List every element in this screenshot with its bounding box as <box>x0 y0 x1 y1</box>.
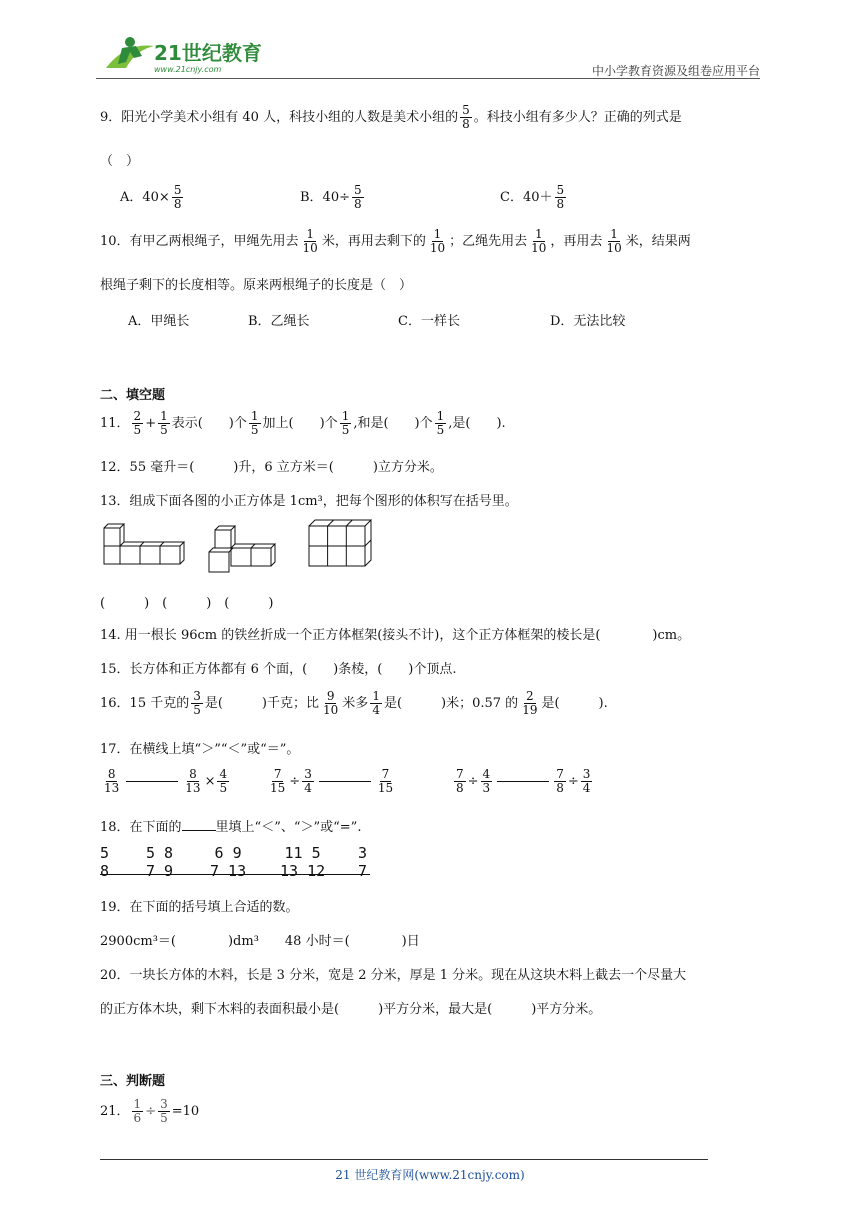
q17-group-2: $\frac{7}{15}$ ÷ $\frac{3}{4}$ $\frac{7}{15}$ <box>270 767 394 795</box>
q17-stem: 17．在横线上填“＞”“＜”或“＝”。 <box>100 742 300 757</box>
q9-paren: （ ） <box>100 154 140 169</box>
q9-option-a: A．40× $\frac{5}{8}$ <box>120 183 182 211</box>
q14: 14. 用一根长 96cm 的铁丝折成一个正方体框架(接头不计)，这个正方体框架的棱长是( )cm。 <box>100 628 691 643</box>
q15: 15．长方体和正方体都有 6 个面，( )条棱，( )个顶点. <box>100 662 457 677</box>
q10-line2: 根绳子剩下的长度相等。原来两根绳子的长度是（ ） <box>100 278 413 293</box>
q13-figure-3 <box>305 518 375 570</box>
q18-frac-5: 3 7 <box>358 844 368 880</box>
q20-line2: 的正方体木块，剩下木料的表面积最小是( )平方分米，最大是( )平方分米。 <box>100 1002 602 1017</box>
q20-line1: 20．一块长方体的木料，长是 3 分米，宽是 2 分米，厚是 1 分米。现在从这块木料上截去一个尽量大 <box>100 968 687 983</box>
q18-frac-4: 11 5 13 12 <box>280 844 326 880</box>
q19-stem: 19．在下面的括号填上合适的数。 <box>100 900 299 915</box>
q10-option-a: A．甲绳长 <box>128 314 190 329</box>
q13-figure-1 <box>100 522 190 570</box>
section-fill-in: 二、填空题 <box>100 388 166 403</box>
q9-option-c: C．40＋ $\frac{5}{8}$ <box>500 183 565 211</box>
q10-option-c: C．一样长 <box>398 314 460 329</box>
section-judgement: 三、判断题 <box>100 1074 166 1089</box>
footer-text: 21 世纪教育网(www.21cnjy.com) <box>335 1168 525 1182</box>
q10-option-d: D．无法比较 <box>550 314 626 329</box>
logo-url: www.21cnjy.com <box>154 65 222 74</box>
q11: 11． $\frac{2}{5}$ + $\frac{1}{5}$ 表示( )个 $\frac{1}{5}$ 加上( )个 $\frac{1}{5}$ ,和是( )个 $\frac{1}{5}$ ,是( ). <box>100 409 506 437</box>
q17-group-1: $\frac{8}{13}$ $\frac{8}{13}$ × $\frac{4}{5}$ <box>104 767 228 795</box>
footer-divider <box>100 1159 708 1160</box>
q12: 12．55 毫升＝( )升，6 立方米＝( )立方分米。 <box>100 460 443 475</box>
q18-frac-3: 6 9 7 13 <box>210 844 247 880</box>
q18-frac-1: 5 8 <box>100 844 110 880</box>
logo-title: 21世纪教育 <box>154 41 262 65</box>
q9-stem: 9．阳光小学美术小组有 40 人，科技小组的人数是美术小组的 $\frac{5}{8}$ 。科技小组有多少人？正确的列式是 <box>100 103 682 131</box>
q19-line: 2900cm³＝( )dm³ 48 小时＝( )日 <box>100 934 420 949</box>
q17-blank-2[interactable] <box>319 781 371 782</box>
site-logo <box>96 34 266 76</box>
q10-stem: 10．有甲乙两根绳子，甲绳先用去 $\frac{1}{10}$ 米，再用去剩下的 $\frac{1}{10}$ ；乙绳先用去 $\frac{1}{10}$ ，再用去 $\frac{1}{10}$ 米，结果两 <box>100 227 691 255</box>
q13-figure-2 <box>205 522 285 578</box>
q18-stem: 18．在下面的 里填上“＜”、“＞”或“=”. <box>100 820 362 835</box>
q18-frac-2: 5 8 7 9 <box>146 844 174 880</box>
q17-blank-3[interactable] <box>497 781 549 782</box>
q18-blank-sample <box>182 818 216 831</box>
q9-option-b: B．40÷ $\frac{5}{8}$ <box>300 183 362 211</box>
q13-stem: 13．组成下面各图的小正方体是 1cm³，把每个图形的体积写在括号里。 <box>100 494 518 509</box>
q16: 16．15 千克的 $\frac{3}{5}$ 是( )千克；比 $\frac{9}{10}$ 米多 $\frac{1}{4}$ 是( )米；0.57 的 $\frac{2}{19}$ 是( ). <box>100 689 608 717</box>
q21: 21． $\frac{1}{6}$ ÷ $\frac{3}{5}$ =10 <box>100 1097 200 1125</box>
q17-group-3: $\frac{7}{8}$ ÷ $\frac{4}{3}$ $\frac{7}{8}$ ÷ $\frac{3}{4}$ <box>456 767 591 795</box>
q10-option-b: B．乙绳长 <box>248 314 310 329</box>
q18-handwritten <box>100 844 380 886</box>
q17-blank-1[interactable] <box>126 781 178 782</box>
header-divider <box>96 78 760 79</box>
q13-answers: ( ) ( ) ( ) <box>100 596 274 611</box>
platform-label: 中小学教育资源及组卷应用平台 <box>591 64 760 78</box>
